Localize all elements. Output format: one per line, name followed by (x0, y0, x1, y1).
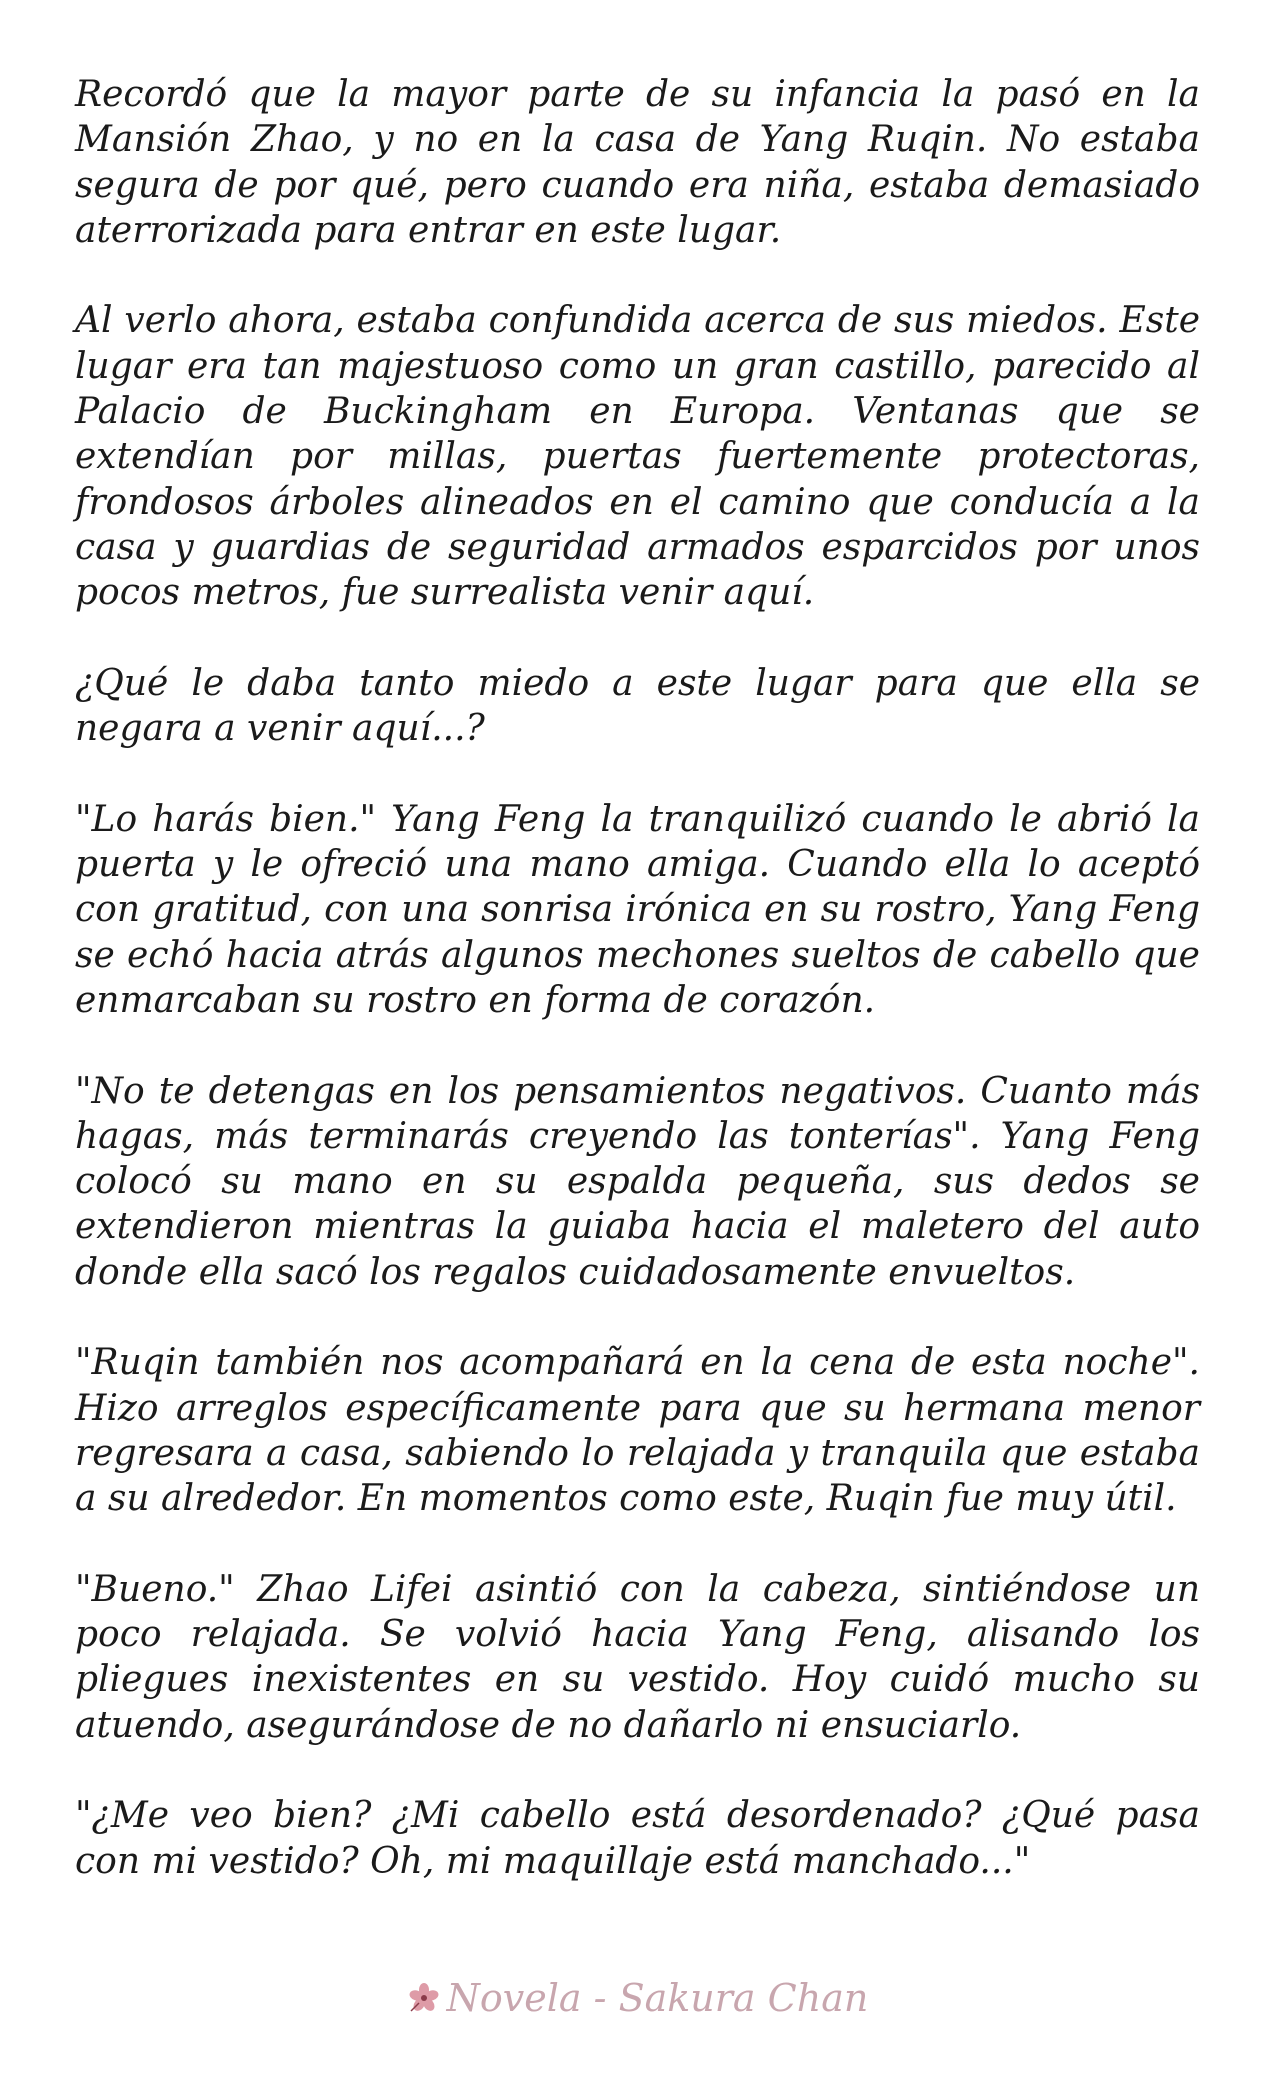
watermark (0, 1976, 1275, 2020)
paragraph: "No te detengas en los pensamientos negativos. Cuanto más hagas, más terminarás creyendo las tonterías". Yang Feng colocó su mano en su espalda pequeña, sus dedos se extendieron mientras la guiaba hacia el maletero del auto donde ella sacó los regalos cuidadosamente envueltos. (75, 1070, 1200, 1293)
paragraph: Recordó que la mayor parte de su infancia la pasó en la Mansión Zhao, y no en la casa de Yang Ruqin. No estaba segura de por qué, pero cuando era niña, estaba demasiado aterrorizada para entrar en este lugar. (75, 74, 1200, 251)
paragraph: "Bueno." Zhao Lifei asintió con la cabeza, sintiéndose un poco relajada. Se volvió hacia Yang Feng, alisando los pliegues inexistentes en su vestido. Hoy cuidó mucho su atuendo, asegurándose de no dañarlo ni ensuciarlo. (75, 1568, 1200, 1746)
paragraph: Al verlo ahora, estaba confundida acerca de sus miedos. Este lugar era tan majestuoso como un gran castillo, parecido al Palacio de Buckingham en Europa. Ventanas que se extendían por millas, puertas fuertemente protectoras, frondosos árboles alineados en el camino que conducía a la casa y guardias de seguridad armados esparcidos por unos pocos metros, fue surrealista venir aquí. (75, 300, 1200, 614)
sakura-flower-icon (407, 1980, 441, 2014)
document-body (75, 72, 1200, 1884)
paragraph: "¿Me veo bien? ¿Mi cabello está desordenado? ¿Qué pasa con mi vestido? Oh, mi maquillaje está manchado..." (75, 1795, 1200, 1882)
paragraph: "Lo harás bien." Yang Feng la tranquilizó cuando le abrió la puerta y le ofreció una mano amiga. Cuando ella lo aceptó con gratitud, con una sonrisa irónica en su rostro, Yang Feng se echó hacia atrás algunos mechones sueltos de cabello que enmarcaban su rostro en forma de corazón. (75, 798, 1200, 1021)
paragraph: ¿Qué le daba tanto miedo a este lugar para que ella se negara a venir aquí...? (75, 662, 1200, 750)
paragraph: "Ruqin también nos acompañará en la cena de esta noche". Hizo arreglos específicamente para que su hermana menor regresara a casa, sabiendo lo relajada y tranquila que estaba a su alrededor. En momentos como este, Ruqin fue muy útil. (75, 1342, 1200, 1520)
watermark-text: Novela - Sakura Chan (446, 1976, 869, 2020)
